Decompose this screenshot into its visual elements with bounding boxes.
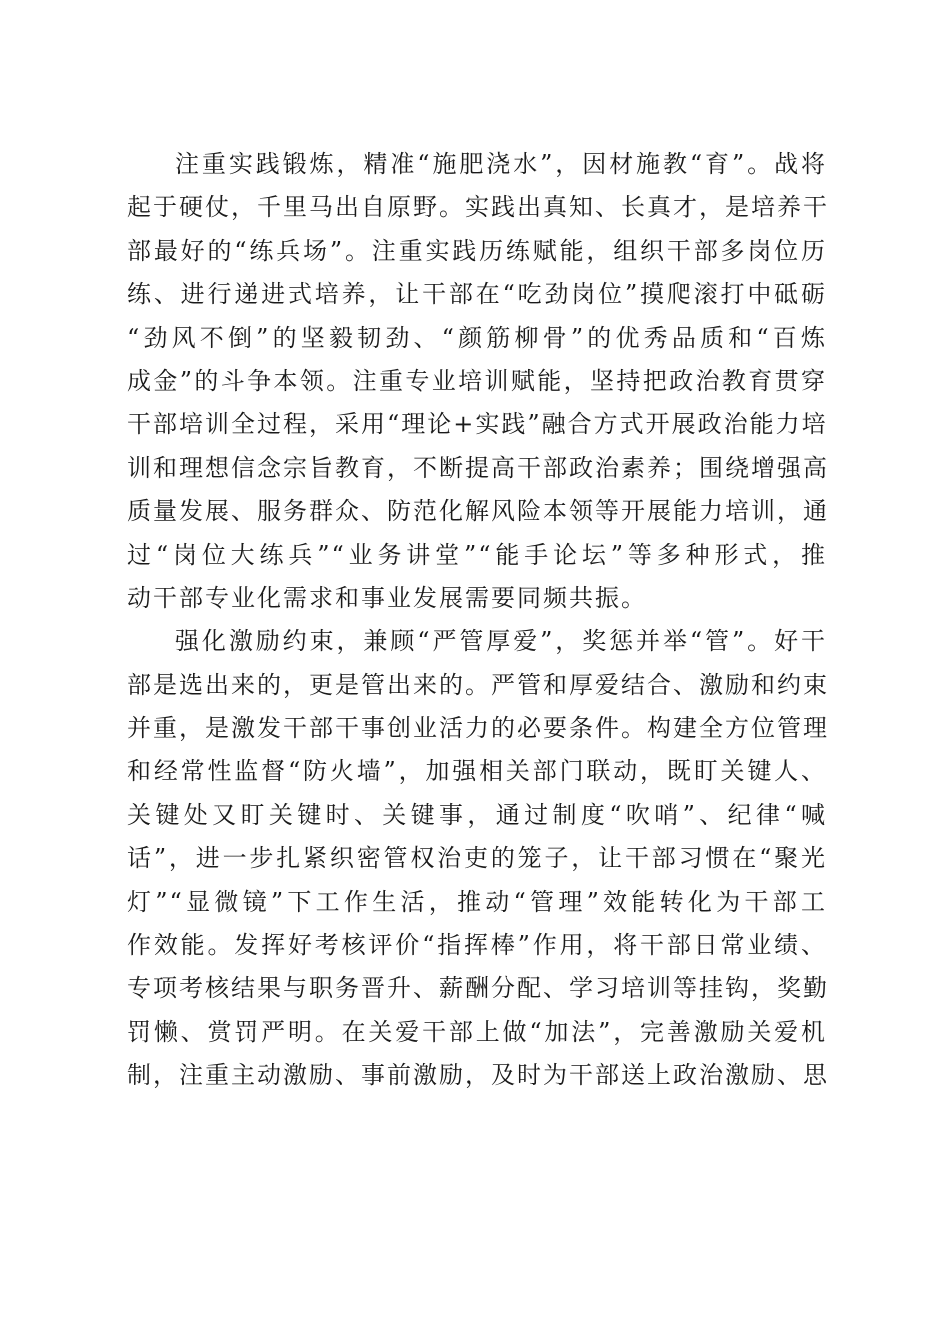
text-line: 动干部专业化需求和事业发展需要同频共振。	[127, 583, 647, 612]
text-line: 专项考核结果与职务晋升、薪酬分配、学习培训等挂钩，奖勤	[127, 974, 829, 1003]
text-line: 部是选出来的，更是管出来的。严管和厚爱结合、激励和约束	[127, 670, 829, 699]
text-line: 和经常性监督“防火墙”，加强相关部门联动，既盯关键人、	[127, 757, 827, 786]
text-line: 话”，进一步扎紧织密管权治吏的笼子，让干部习惯在“聚光	[127, 844, 827, 873]
text-line: 练、进行递进式培养，让干部在“吃劲岗位”摸爬滚打中砥砺	[127, 280, 827, 309]
text-line: 强化激励约束，兼顾“严管厚爱”，奖惩并举“管”。好干	[175, 627, 827, 656]
text-line: 并重，是激发干部干事创业活力的必要条件。构建全方位管理	[127, 714, 829, 743]
text-line: 训和理想信念宗旨教育，不断提高干部政治素养；围绕增强高	[127, 453, 829, 482]
text-line: 注重实践锻炼，精准“施肥浇水”，因材施教“育”。战将	[175, 150, 827, 178]
text-line: 起于硬仗，千里马出自原野。实践出真知、长真才，是培养干	[127, 193, 829, 222]
paragraph-practice-training	[127, 143, 827, 620]
text-line: 关键处又盯关键时、关键事，通过制度“吹哨”、纪律“喊	[127, 800, 827, 829]
text-line: 制，注重主动激励、事前激励，及时为干部送上政治激励、思	[127, 1061, 829, 1090]
text-line: 质量发展、服务群众、防范化解风险本领等开展能力培训，通	[127, 497, 829, 526]
text-line: 罚懒、赏罚严明。在关爱干部上做“加法”，完善激励关爱机	[127, 1017, 827, 1046]
text-line: 干部培训全过程，采用“理论+实践”融合方式开展政治能力培	[127, 410, 828, 439]
text-line: 灯”“显微镜”下工作生活，推动“管理”效能转化为干部工	[127, 887, 827, 916]
paragraph-incentive-constraint	[127, 620, 827, 1097]
body-text	[127, 143, 827, 1098]
text-line: “劲风不倒”的坚毅韧劲、“颜筋柳骨”的优秀品质和“百炼	[127, 323, 827, 352]
text-line: 作效能。发挥好考核评价“指挥棒”作用，将干部日常业绩、	[127, 931, 827, 960]
text-line: 成金”的斗争本领。注重专业培训赋能，坚持把政治教育贯穿	[127, 366, 827, 395]
text-line: 过“岗位大练兵”“业务讲堂”“能手论坛”等多种形式，推	[127, 540, 827, 569]
text-line: 部最好的“练兵场”。注重实践历练赋能，组织干部多岗位历	[127, 236, 827, 265]
